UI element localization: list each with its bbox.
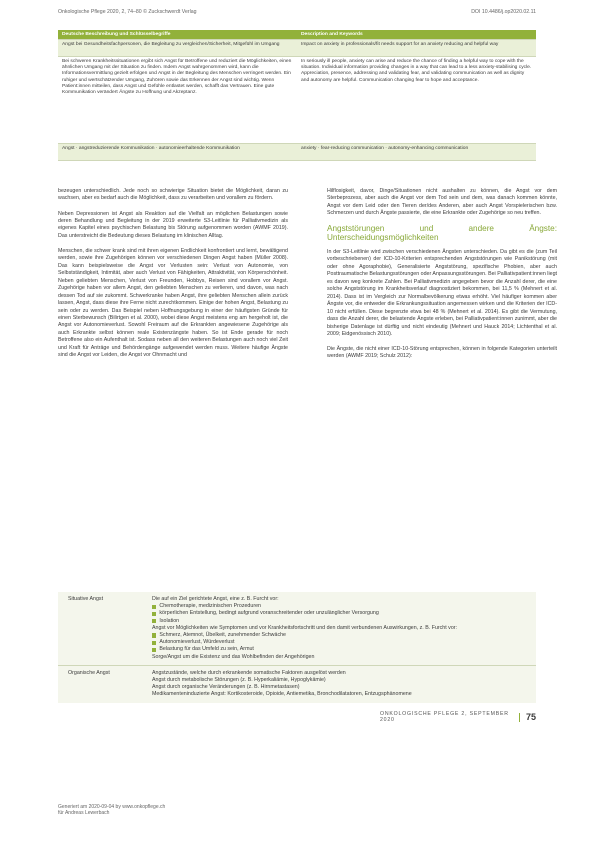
summary-cell: Angst bei Gesundheitsfachpersonen, die Begleitung zu vergleichen/Sicherheit, Mitgefühl im Umgang bbox=[62, 41, 280, 47]
list-item: Schmerz, Atemnot, Übelkeit, zunehmender Schwäche bbox=[152, 632, 530, 639]
body-paragraph: In der S3-Leitlinie wird zwischen verschiedenen Ängsten unterschieden. Da gibt es die (zum Teil vorbeschriebenen) der ICD-10-Kriterien entsprechenden Angststörungen wie Panikstörung (mit oder ohne Agoraphobie), Generalisierte Angststörung, spezifische Phobien, aber auch Posttraumatische Belastungsstörungen oder Anpassungsstörungen. Bei Palliativpatient:innen liegt es davon weg konkrete Zahlen. Bei Palliativmedizin angegeben bevor die Anzahl derer, die eine solche Angststörung im Krankheitsverlauf diagnostiziert bekommen, bei 11,5 % (Mehnert et al. 2014). Dass ist im Vergleich zur Normalbevölkerung etwas erhöht. Viel häufiger kommen aber Ängste vor, die entweder die Erkrankungssituation angemessen wirken und die Kriterien der ICD-10 nicht erfüllen. Diese begrenzte etwa bei 48 % (Mehnert et al. 2014). Es gibt die Vermutung, dass die Anzahl derer, die belastende Ängste erleben, bei Palliativpatient:innen zunimmt, aber die bisherige Datenlage ist dürftig und nicht eindeutig (Mehnert und Hauck 2014; Lichtenthal et al. 2009; Eidgenössisch 2010). bbox=[327, 249, 557, 337]
body-paragraph: Menschen, die schwer krank sind mit ihren eigenen Endlichkeit konfrontiert und lernt, bewältigend werden, sowie ihre Zugehörigen können vor verschiedenen Dingen Angst haben (Müller 2008). Das kann beispielsweise die Angst vor Verlusten sein: Verlust von Autonomie, von Selbstständigkeit, Intimität, aber auch Verlust von Fähigkeiten, Attraktivität, von Körperschönheit. Neben geliebten Menschen, Verlust von Freunden, Hobbys, Reisen sind vorallem vor Angst. Zugehörige haben vor allem Angst, den geliebten Menschen zu verlieren, und davon, was nach dessen Tod auf sie zukommt. Schwerkranke haben Angst, ihre geliebten Menschen allein zurück lassen, Angst, dass diese ihre Ferne nicht zurechtkommen. Einige der hohen Angst, Belastung zu sein oder zu werden. Das Beispiel neben Hoffnungsgebung in einer der häufigsten Gründe für einen Sterbewunsch (Bilirtgen et al. 2000), wobei diese Angst meistens eng am hergeholt ist, die Angst vor Autonomieverlust. Sowohl Freiraum auf die Erkrankten angewiesene Zugehörige als auch Erkrankte selbst können reale Existenzängste haben. So ist Ende gerade für noch Betroffene also ein Aufenthalt ist. Sodass neben all den weiteren Belastungen auch noch viel Zeit und Kraft für Anträge und Behördengänge aufgewendet werden muss. Weitere häufige Ängste sind die Angst vor Leiden, die Angst vor Ohnmacht und bbox=[58, 247, 288, 359]
body-paragraph: bezeugen unterschiedlich. Jede noch so schwierige Situation bietet die Möglichkeit, daran zu wachsen, aber es bedarf auch die Möglichkeit, dass zu verarbeiten und vorallem zu fördern. bbox=[58, 188, 288, 202]
summary-cell: Impact on anxiety in professionals/fit needs support for an anxiety reducing and helpful way bbox=[301, 41, 499, 47]
list-item: Angst durch organische Veränderungen (z. B. Hirnmetastasen) bbox=[152, 684, 300, 691]
table-row bbox=[58, 665, 536, 703]
list-item: Angst vor Möglichkeiten wie Symptomen und vor Krankheitsfortschritt und den damit verbundenen Auswirkungen, z. B. Furcht vor: bbox=[152, 624, 458, 631]
list-item: Medikamenteninduzierte Angst: Kortikosteroide, Opioide, Antiemetika, Bronchodilatatoren, Entzugsphänomene bbox=[152, 691, 412, 698]
category-label: Situative Angst bbox=[68, 596, 104, 602]
bullet-square-icon bbox=[152, 605, 156, 609]
download-line: Generiert am 2020-09-04 by www.onkopflege.ch bbox=[58, 804, 166, 810]
summary-row-abstract bbox=[58, 57, 536, 144]
summary-cell: anxiety · fear-reducing communication · autonomy-enhancing communication bbox=[301, 145, 469, 151]
body-column-right bbox=[327, 188, 557, 369]
download-watermark bbox=[58, 804, 165, 817]
header-doi: DOI 10.4486/j.op2020.02.11 bbox=[471, 9, 536, 15]
bullet-square-icon bbox=[152, 619, 156, 623]
summary-row-title bbox=[58, 40, 536, 57]
page-footer bbox=[380, 711, 536, 723]
header-journal-info: Onkologische Pflege 2020, 2, 74–80 © Zuckschwerdt Verlag bbox=[58, 9, 197, 15]
list-item: Belastung für das Umfeld zu sein, Armut bbox=[152, 646, 530, 653]
body-column-left bbox=[58, 188, 288, 367]
page-number: 75 bbox=[525, 712, 536, 722]
list-item: Chemotherapie, medizinischen Prozeduren bbox=[152, 603, 530, 610]
bullet-square-icon bbox=[152, 612, 156, 616]
footer-journal: ONKOLOGISCHE PFLEGE 2, SEPTEMBER 2020 bbox=[380, 711, 509, 723]
list-item: Die auf ein Ziel gerichtete Angst, eine z. B. Furcht vor: bbox=[152, 596, 279, 602]
category-description bbox=[146, 666, 536, 703]
anxiety-categories-table bbox=[58, 592, 536, 703]
list-item: Isolation bbox=[152, 618, 530, 625]
table-row bbox=[58, 592, 536, 665]
summary-cell: In seriously ill people, anxiety can arise and reduce the chance of finding a helpful way to cope with the situation. Individual information providing changes in a way that can lead to a less anxiety-stabilising cycle. Appreciation, presence, addressing and validating fear, and validating communication as well as dignity and autonomy are helpful. Communication changing fear to hope and acceptance. bbox=[301, 58, 532, 83]
list-item: Angst durch metabolische Störungen (z. B. Hyperkaliämie, Hypoglykämie) bbox=[152, 677, 326, 684]
summary-head-german: Deutsche Beschreibung und Schlüsselbegriffe bbox=[62, 31, 171, 37]
list-item: körperlichen Entstellung, bedingt aufgrund voranschreitender oder unzulänglicher Versorgung bbox=[152, 610, 530, 617]
list-item: Autonomieverlust, Würdeverlust bbox=[152, 639, 530, 646]
bullet-square-icon bbox=[152, 633, 156, 637]
list-item: Sorge/Angst um die Existenz und das Wohlbefinden der Angehörigen bbox=[152, 653, 315, 660]
summary-row-keywords bbox=[58, 144, 536, 161]
summary-table-head bbox=[58, 30, 536, 40]
bullet-square-icon bbox=[152, 648, 156, 652]
body-paragraph: Hilflosigkeit, davor, Dinge/Situationen nicht aushalten zu können, die Angst vor dem Sterbeprozess, aber auch die Angst vor dem Tod sein und dem, was danach kommen könnte, Angst vor dem Leid oder den Tieren der/des Anderen, aber auch Angst Vorspielerischen bzw. Schmerzen und durch Ängste passierte, die eine Erkrankte oder Zugehörige so neu treffen. bbox=[327, 188, 557, 217]
category-label: Organische Angst bbox=[68, 669, 110, 676]
list-item: Angstzustände, welche durch erkrankende somatische Faktoren ausgelöst werden bbox=[152, 669, 346, 676]
summary-cell: Angst · angstreduzierende Kommunikation · autonomieerhaltende Kommunikation bbox=[62, 145, 240, 151]
running-header bbox=[58, 9, 536, 15]
summary-head-english: Description and Keywords bbox=[301, 31, 363, 37]
download-line: für Andreas Lewerbach bbox=[58, 810, 110, 817]
body-paragraph: Neben Depressionen ist Angst als Reaktion auf die Vielfalt an möglichen Belastungen sowie deren Behandlung und Begleitung in der 2019 erweiterte S3-Leitlinie für Palliativmedizin als eigenes Kapitel eines psychischen Belastung bis Störung aufgenommen worden (AWMF 2019). Das unterstreicht die Bedeutung dieses Belastung im klinischen Alltag. bbox=[58, 210, 288, 239]
category-description bbox=[146, 592, 536, 665]
section-heading: Angststörungen und andere Ängste: Unterscheidungsmöglichkeiten bbox=[327, 223, 557, 243]
bullet-square-icon bbox=[152, 641, 156, 645]
summary-table bbox=[58, 30, 536, 161]
summary-cell: Bei schweren Krankheitssituationen ergibt sich Angst für Betroffene und reduziert die Möglichkeiten, einen ähnlichen Umgang mit der Situation zu finden. Indem Angst wahrgenommen wird, kann die Informationsvermittlung gezielt erfolgen und Angst in der Begleitung des Menschen verringert werden. Ein ruhiger und wertschätzender Umgang, Zuhören sowie das Erkennen der Angst sind wichtig. Wenn Patient:innen mitteilen, dass Angst und Gefühle entlastet werden, schafft das Vertrauen. Eine gute Kommunikation verändert Ängste zu Hoffnung und Akzeptanz. bbox=[62, 58, 292, 96]
footer-divider bbox=[519, 713, 520, 722]
body-paragraph: Die Ängste, die nicht einer ICD-10-Störung entsprechen, können in folgende Kategorien unterteilt werden (AWMF 2019; Schulz 2012): bbox=[327, 346, 557, 360]
